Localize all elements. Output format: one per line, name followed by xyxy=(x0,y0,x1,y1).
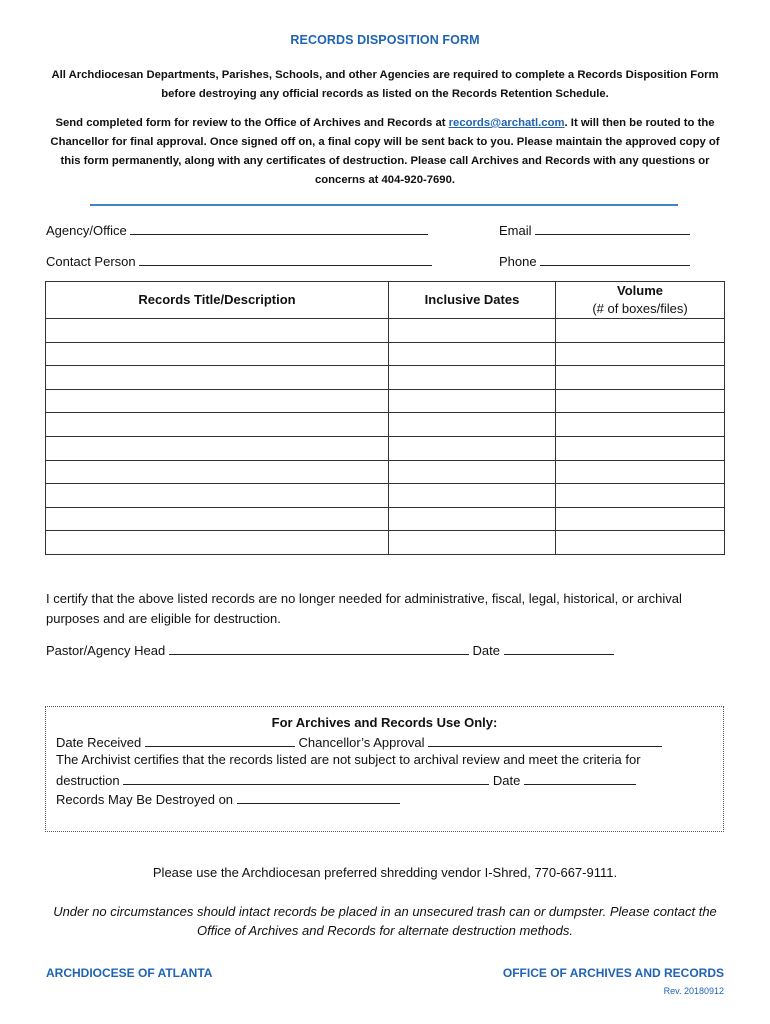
section-divider xyxy=(90,204,678,206)
table-cell[interactable] xyxy=(556,413,725,437)
table-cell[interactable] xyxy=(389,319,556,343)
table-cell[interactable] xyxy=(556,366,725,390)
form-title: RECORDS DISPOSITION FORM xyxy=(290,33,480,47)
destroyed-on-label: Records May Be Destroyed on xyxy=(56,792,234,807)
archives-box-heading: For Archives and Records Use Only: xyxy=(271,715,498,730)
agency-input-line[interactable] xyxy=(130,221,428,235)
table-cell[interactable] xyxy=(46,366,389,390)
records-table xyxy=(45,281,725,555)
table-cell[interactable] xyxy=(46,436,389,460)
table-cell[interactable] xyxy=(389,366,556,390)
table-cell[interactable] xyxy=(389,484,556,508)
table-row xyxy=(46,366,725,390)
destruction-label: destruction xyxy=(56,773,120,788)
table-row xyxy=(46,531,725,555)
intro-text-before-link: Send completed form for review to the Office of Archives and Records at xyxy=(55,117,449,129)
table-row xyxy=(46,389,725,413)
archives-date-input-line[interactable] xyxy=(524,771,636,785)
phone-input-line[interactable] xyxy=(540,252,690,266)
table-cell[interactable] xyxy=(46,413,389,437)
archives-use-box xyxy=(45,706,724,832)
chancellor-approval-input-line[interactable] xyxy=(428,733,662,747)
volume-sublabel: (# of boxes/files) xyxy=(592,301,688,316)
destruction-input-line[interactable] xyxy=(123,771,489,785)
intro-paragraph-1: All Archdiocesan Departments, Parishes, Schools, and other Agencies are required to complete a Records Disposition Form before destroying any official records as listed on the Records Retention Schedule. xyxy=(51,69,719,100)
col-header-dates: Inclusive Dates xyxy=(389,282,556,319)
disposal-warning: Under no circumstances should intact records be placed in an unsecured trash can or dumpster. Please contact the Office of Archives and Records for alternate destruction methods. xyxy=(53,904,717,938)
col-header-volume xyxy=(556,282,725,319)
contact-field xyxy=(46,252,432,269)
table-header-row xyxy=(46,282,725,319)
signer-field xyxy=(46,641,614,658)
table-cell[interactable] xyxy=(556,484,725,508)
cert-date-input-line[interactable] xyxy=(504,641,614,655)
phone-field xyxy=(499,252,690,269)
table-cell[interactable] xyxy=(389,531,556,555)
footer-office: OFFICE OF ARCHIVES AND RECORDS xyxy=(502,966,724,980)
table-cell[interactable] xyxy=(556,531,725,555)
table-cell[interactable] xyxy=(389,389,556,413)
chancellor-approval-label: Chancellor’s Approval xyxy=(298,735,425,750)
table-cell[interactable] xyxy=(46,484,389,508)
table-cell[interactable] xyxy=(389,342,556,366)
footer-archdiocese: ARCHDIOCESE OF ATLANTA xyxy=(46,966,213,980)
destroyed-on-line xyxy=(56,790,400,807)
certification-text: I certify that the above listed records are no longer needed for administrative, fiscal, legal, historical, or archival purposes and are eligible for destruction. xyxy=(46,591,682,626)
cert-date-label: Date xyxy=(472,643,500,658)
col-header-title: Records Title/Description xyxy=(46,282,389,319)
email-input-line[interactable] xyxy=(535,221,690,235)
received-approval-line xyxy=(56,733,662,750)
table-cell[interactable] xyxy=(389,460,556,484)
phone-label: Phone xyxy=(499,254,537,269)
table-row xyxy=(46,413,725,437)
table-cell[interactable] xyxy=(389,413,556,437)
agency-field xyxy=(46,221,428,238)
date-received-input-line[interactable] xyxy=(145,733,295,747)
table-cell[interactable] xyxy=(389,507,556,531)
agency-label: Agency/Office xyxy=(46,223,127,238)
revision-label: Rev. 20180912 xyxy=(663,986,724,996)
table-cell[interactable] xyxy=(46,319,389,343)
signer-input-line[interactable] xyxy=(169,641,469,655)
table-cell[interactable] xyxy=(556,460,725,484)
shredding-vendor-note: Please use the Archdiocesan preferred shredding vendor I-Shred, 770-667-9111. xyxy=(152,865,618,880)
date-received-label: Date Received xyxy=(56,735,142,750)
intro-paragraph-2 xyxy=(40,114,730,190)
archives-date-label: Date xyxy=(492,773,521,788)
table-row xyxy=(46,507,725,531)
table-cell[interactable] xyxy=(46,342,389,366)
table-cell[interactable] xyxy=(556,389,725,413)
volume-label: Volume xyxy=(617,283,663,298)
email-label: Email xyxy=(499,223,532,238)
table-cell[interactable] xyxy=(46,389,389,413)
intro-text-after-link: . It will then be routed to the Chancellor for final approval. Once signed off on, a final copy will be sent back to you. Please maintain the approved copy of this form permanently, along with any certificates of destruction. Please call Archives and Records with any questions or concerns at 404-920-7690. xyxy=(50,117,720,186)
table-cell[interactable] xyxy=(389,436,556,460)
table-row xyxy=(46,460,725,484)
email-link[interactable]: records@archatl.com xyxy=(448,117,565,129)
table-row xyxy=(46,342,725,366)
table-row xyxy=(46,436,725,460)
destroyed-on-input-line[interactable] xyxy=(237,790,400,804)
signer-label: Pastor/Agency Head xyxy=(46,643,166,658)
contact-label: Contact Person xyxy=(46,254,136,269)
destruction-line xyxy=(56,771,636,788)
table-row xyxy=(46,484,725,508)
table-cell[interactable] xyxy=(556,342,725,366)
contact-input-line[interactable] xyxy=(139,252,432,266)
table-cell[interactable] xyxy=(46,507,389,531)
table-cell[interactable] xyxy=(556,507,725,531)
table-row xyxy=(46,319,725,343)
table-cell[interactable] xyxy=(556,319,725,343)
table-cell[interactable] xyxy=(46,531,389,555)
table-cell[interactable] xyxy=(556,436,725,460)
archivist-certification: The Archivist certifies that the records listed are not subject to archival review and meet the criteria for xyxy=(56,752,641,767)
table-cell[interactable] xyxy=(46,460,389,484)
email-field xyxy=(499,221,690,238)
